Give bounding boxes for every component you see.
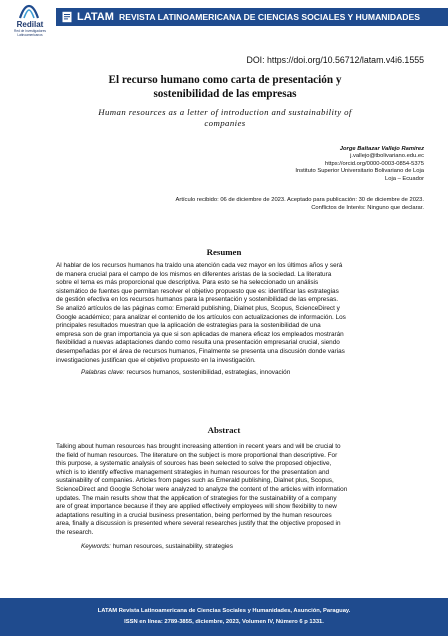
abstract-line: the field of human resources. The literature on the subject is more proportional than descriptive. For [56,451,338,459]
conflicts-of-interest: Conflictos de Interés: Ninguno que declarar. [311,205,424,211]
abstract-line: updates. The main results show that the application of strategies for the sustainability of a company [56,494,337,502]
abstract-line: sustainability of companies. Articles from pages such as Emerald publishing, Dialnet plus, Scopus, [56,477,334,485]
resumen-text [56,262,392,365]
redilat-logo [6,4,54,38]
author-location: Loja – Ecuador [385,175,424,182]
article-dates [176,196,424,212]
author-name: Jorge Baltazar Vallejo Ramírez [339,146,424,152]
received-accepted-dates: Artículo recibido: 06 de diciembre de 2023. Aceptado para publicación: 30 de diciembre de 2023. [175,197,424,203]
resumen-line: de manera crucial para el campo de los mismos en diferentes aristas de la sociedad. La literatura [56,270,332,278]
title-line: El recurso humano como carta de presentación y [108,74,342,86]
keywords-label: Keywords: [81,543,111,550]
brand-name: LATAM [77,11,114,23]
abstract-line: adaptations resulting in a crucial business presentation, being performed by the human resources [56,511,332,519]
journal-title: REVISTA LATINOAMERICANA DE CIENCIAS SOCIALES Y HUMANIDADES [119,12,420,22]
abstract-line: area, finally a discussion is presented where several researches justify that the objective proposed in [56,520,341,528]
resumen-line: flexibilidad a nuevas adaptaciones dando como resulta una presentación empresarial crucial, siendo [56,339,340,347]
palabras-clave [81,369,290,376]
journal-footer [0,598,448,636]
footer-issn: ISSN en línea: 2789-3855, diciembre, 2023, Volumen IV, Número 6 p 1331. [124,619,324,625]
resumen-line: Google académico; para analizar el contenido de los artículos con actualizaciones de información. Los [56,313,346,321]
resumen-line: sobre el tema es más proporcional que descriptiva. Para esto se ha seleccionado un análisis [56,279,319,287]
abstract-line: the research. [56,528,94,536]
abstract-heading: Abstract [207,425,241,435]
abstract-line: which is to identify effective management strategies in human resources for the presentation and [56,468,330,476]
keywords [81,543,233,550]
title-line: sostenibilidad de las empresas [153,88,297,100]
palabras-clave-label: Palabras clave: [81,369,125,376]
journal-header [0,0,448,40]
document-icon [61,11,73,23]
article-subtitle [50,107,400,129]
resumen-heading: Resumen [206,247,242,257]
keywords-values: human resources, sustainability, strategies [112,543,233,550]
author-email[interactable]: j.vallejo@tbolivariano.edu.ec [350,153,424,160]
logo-name: Redilat [16,20,44,29]
resumen-line: Se analizó artículos de las páginas como: Emerald publishing, Dialnet plus, Scopus, ScienceDirect y [56,304,340,312]
article-title [60,73,390,101]
logo-subtitle: Red de Investigadores Latinoamericanos [14,29,46,37]
footer-journal-info: LATAM Revista Latinoamericana de Ciencias Sociales y Humanidades, Asunción, Paraguay. [97,608,351,614]
resumen-line: principales resultados muestran que la aplicación de estrategias para la sostenibilidad de una [56,322,321,330]
doi-link[interactable]: DOI: https://doi.org/10.56712/latam.v4i6.1555 [246,55,424,65]
resumen-line: investigaciones justifican que el objetivo propuesto en la investigación. [56,356,256,364]
author-info [295,146,424,183]
resumen-line: de gestión efectiva en los recursos humanos para la presentación y sostenibilidad de las empresas. [56,296,339,304]
author-orcid[interactable]: https://orcid.org/0000-0003-0854-5375 [325,160,424,167]
subtitle-line: Human resources as a letter of introduction and sustainability of [98,107,352,117]
abstract-line: Talking about human resources has brought increasing attention in recent years and will be crucial to [56,443,341,450]
author-institution: Instituto Superior Universitario Bolivariano de Loja [295,168,424,175]
resumen-line: desempeñadas por el área de recursos humanos, Finalmente se presenta una discusión donde varias [56,347,345,355]
resumen-line: empresa son de gran importancia ya que si son aplicadas de manera eficaz los empleados mostrarán [56,330,344,338]
palabras-clave-values: recursos humanos, sostenibilidad, estrategias, innovación [126,369,291,376]
abstract-line: this purpose, a systematic analysis of sources has been selected to solve the proposed objective, [56,460,332,468]
subtitle-line: companies [204,118,246,128]
resumen-line: Al hablar de los recursos humanos ha traído una atención cada vez mayor en los últimos años y será [56,262,343,269]
resumen-line: sistemático de fuentes que permitan resolver el objetivo propuesto que es: identificar las estrategias [56,287,339,295]
abstract-text [56,443,392,538]
journal-banner [56,8,448,26]
redilat-logo-icon [18,4,40,20]
abstract-line: ScienceDirect and Google Scholar were analyzed to analyze the content of the articles with information [56,485,348,493]
abstract-line: are of great importance because if they are applied effectively employees will show flexibility to new [56,503,337,511]
